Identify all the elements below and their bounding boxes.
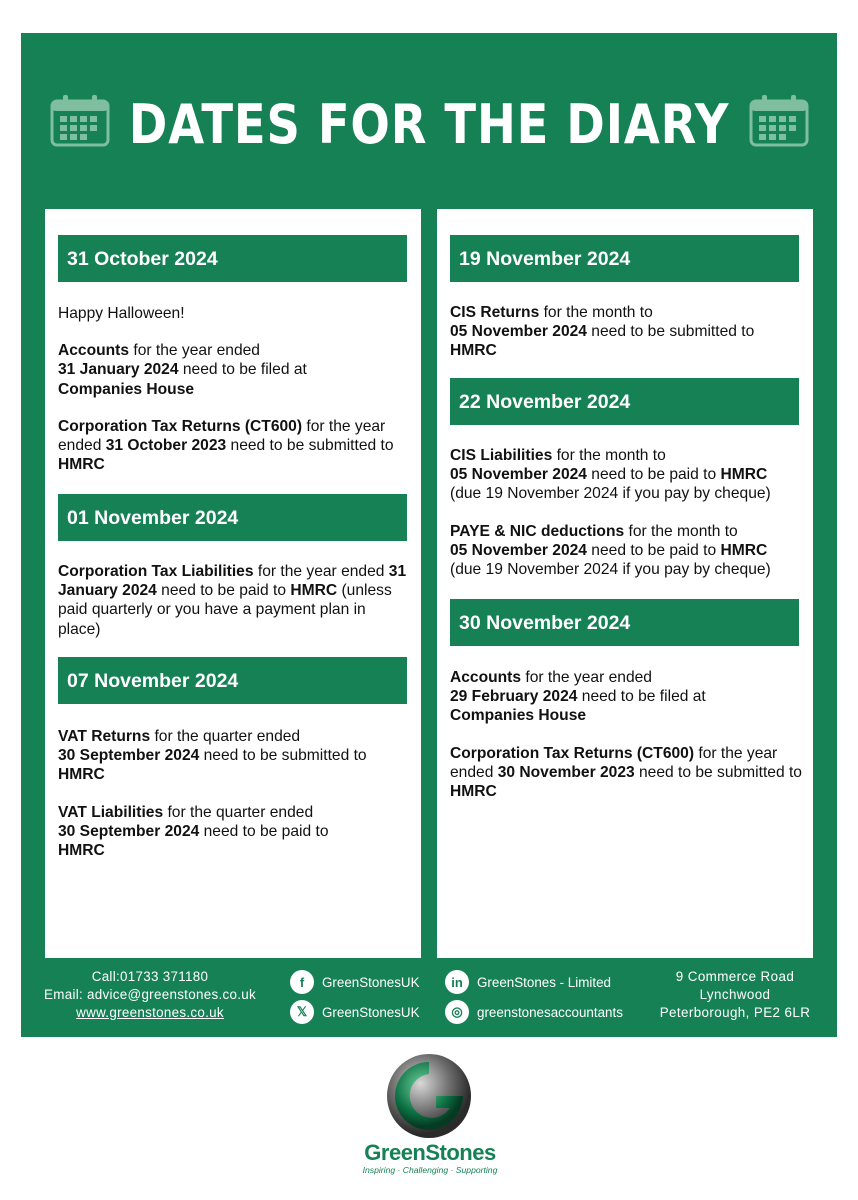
entry-paragraph: Corporation Tax Returns (CT600) for the year ended 31 October 2023 need to be submitted to HMRC — [58, 417, 394, 474]
entry-text: Happy Halloween! — [58, 305, 185, 322]
date-heading: 22 November 2024 — [450, 378, 799, 425]
entry-paragraph: PAYE & NIC deductions for the month to 05 November 2024 need to be paid to HMRC (due 19 November 2024 if you pay by cheque) — [450, 522, 771, 579]
entry-paragraph: Corporation Tax Returns (CT600) for the year ended 30 November 2023 need to be submitted to HMRC — [450, 744, 802, 801]
email-link[interactable]: Email: advice@greenstones.co.uk — [44, 987, 256, 1002]
entry-paragraph: Accounts for the year ended 29 February 2024 need to be filed at Companies House — [450, 669, 706, 725]
address-line: Peterborough, PE2 6LR — [659, 1005, 811, 1020]
website-link[interactable]: www.greenstones.co.uk — [76, 1005, 224, 1020]
entry-paragraph: CIS Returns for the month to 05 November 2024 need to be submitted to HMRC — [450, 304, 755, 360]
x-icon: 𝕏 — [290, 1000, 314, 1024]
facebook-link[interactable]: f GreenStonesUK — [290, 970, 420, 994]
address-line: Lynchwood — [699, 987, 771, 1002]
entry-paragraph: CIS Liabilities for the month to 05 November 2024 need to be paid to HMRC (due 19 November 2024 if you pay by cheque) — [450, 447, 771, 503]
date-heading: 30 November 2024 — [450, 599, 799, 646]
entry-paragraph: VAT Returns for the quarter ended 30 September 2024 need to be submitted to HMRC — [58, 728, 367, 784]
date-entry — [58, 304, 413, 492]
facebook-icon: f — [290, 970, 314, 994]
contact-block — [30, 968, 270, 1022]
address-line: 9 Commerce Road — [675, 969, 795, 984]
phone-text: Call:01733 371180 — [91, 969, 209, 984]
linkedin-icon: in — [445, 970, 469, 994]
logo-name: GreenStones — [364, 1140, 496, 1165]
page-title: DATES FOR THE DIARY — [128, 93, 730, 156]
address-block — [650, 968, 820, 1022]
entry-paragraph: VAT Liabilities for the quarter ended 30 September 2024 need to be paid to HMRC — [58, 803, 329, 860]
date-heading: 19 November 2024 — [450, 235, 799, 282]
date-entry — [450, 446, 810, 597]
instagram-link[interactable]: ◎ greenstonesaccountants — [445, 1000, 623, 1024]
entry-paragraph: Accounts for the year ended 31 January 2024 need to be filed at Companies House — [58, 342, 307, 398]
date-entry — [58, 727, 413, 878]
linkedin-link[interactable]: in GreenStones - Limited — [445, 970, 611, 994]
x-link[interactable]: 𝕏 GreenStonesUK — [290, 1000, 420, 1024]
entry-paragraph: Corporation Tax Liabilities for the year ended 31 January 2024 need to be paid to HMRC (unless paid quarterly or you have a payment plan in place) — [58, 563, 407, 638]
date-heading: 07 November 2024 — [58, 657, 407, 704]
date-heading: 01 November 2024 — [58, 494, 407, 541]
date-entry — [58, 562, 410, 657]
date-entry — [450, 668, 805, 819]
instagram-icon: ◎ — [445, 1000, 469, 1024]
date-heading: 31 October 2024 — [58, 235, 407, 282]
logo-tagline: Inspiring · Challenging · Supporting — [362, 1165, 498, 1175]
date-entry — [450, 303, 805, 379]
